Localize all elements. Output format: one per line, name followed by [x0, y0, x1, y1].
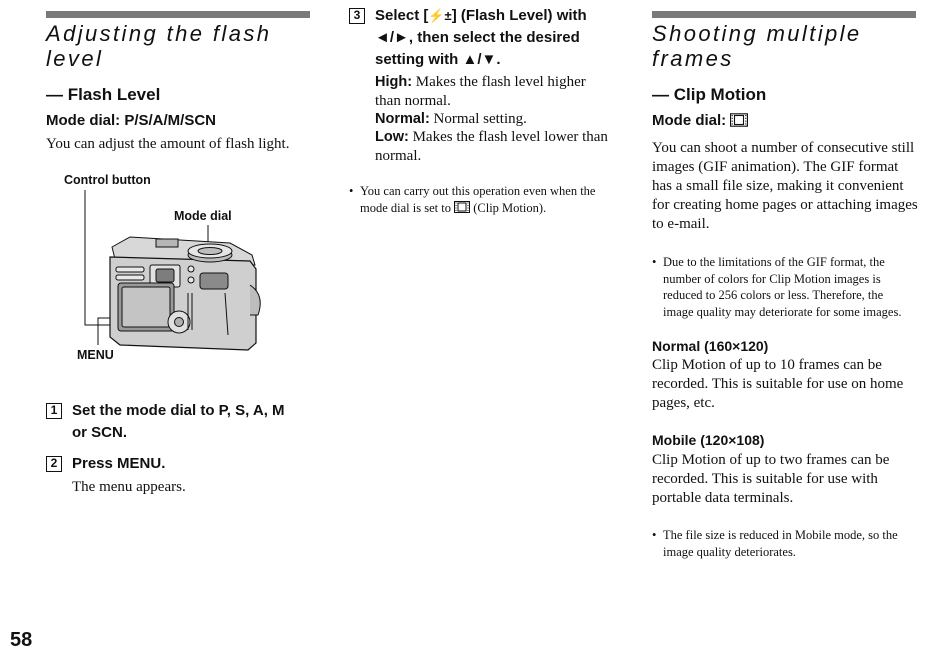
step-1-text-cont: or SCN. — [72, 424, 128, 441]
section-rule-right — [652, 11, 916, 18]
option-low-desc-cont: normal. — [375, 148, 422, 164]
note-bullet: • — [652, 528, 657, 542]
option-low-name: Low: — [375, 129, 409, 145]
mobile-heading: Mobile (120×108) — [652, 432, 765, 448]
step-2 — [46, 453, 165, 475]
note-bullet: • — [349, 184, 354, 198]
mobile-line: Clip Motion of up to two frames can be — [652, 452, 890, 468]
intro-text: You can adjust the amount of flash light. — [46, 136, 290, 152]
note-line-1: You can carry out this operation even when the — [360, 184, 596, 198]
normal-line: pages, etc. — [652, 395, 715, 411]
section-title-flash-level: Adjusting the flash level — [46, 21, 272, 71]
mobile-line: portable data terminals. — [652, 490, 794, 506]
option-high-desc-cont: than normal. — [375, 93, 451, 109]
normal-line: recorded. This is suitable for use on home — [652, 376, 904, 392]
mobile-text — [652, 451, 932, 508]
intro-line: has a small file size, making it convenient — [652, 178, 904, 194]
intro-line: for creating home pages or attaching images — [652, 197, 918, 213]
intro-line: You can shoot a number of consecutive still — [652, 140, 915, 156]
step-1-number: 1 — [46, 403, 62, 419]
normal-heading: Normal (160×120) — [652, 338, 769, 354]
step-3-line-3: setting with ▲/▼. — [375, 51, 501, 68]
section-title-multiple-frames-1: Shooting multiple — [652, 21, 862, 46]
mode-dial-heading: Mode dial: P/S/A/M/SCN — [46, 112, 217, 129]
step-2-text: Press MENU. — [72, 455, 166, 472]
note-line: Due to the limitations of the GIF format, the — [663, 255, 885, 269]
normal-line: Clip Motion of up to 10 frames can be — [652, 357, 882, 373]
note-line: The file size is reduced in Mobile mode, so the — [663, 528, 898, 542]
option-high — [375, 73, 586, 92]
label-menu: MENU — [77, 348, 114, 362]
section-subtitle: — Flash Level — [46, 85, 161, 104]
step-3 — [349, 5, 587, 27]
note-line-2b: (Clip Motion). — [473, 200, 547, 215]
note-line: reduced to 256 colors or less. Therefore, the — [663, 288, 884, 302]
mode-dial-label: Mode dial: — [652, 112, 727, 129]
step-3-text-a: Select [ — [375, 7, 429, 24]
note-line: number of colors for Clip Motion images is — [663, 271, 881, 286]
label-control-button: Control button — [64, 173, 151, 187]
note-clip-motion — [349, 183, 630, 216]
note-line: image quality deteriorates. — [663, 544, 796, 559]
section-title-multiple-frames-2: frames — [652, 46, 734, 71]
option-normal-name: Normal: — [375, 111, 430, 127]
step-3-number: 3 — [349, 8, 365, 24]
mode-dial-heading-right — [652, 112, 748, 129]
section-rule — [46, 11, 310, 18]
note-bullet: • — [652, 255, 657, 269]
step-1 — [46, 400, 285, 422]
section-subtitle-clip-motion: — Clip Motion — [652, 85, 767, 104]
option-normal-desc: Normal setting. — [433, 111, 527, 127]
mobile-line: recorded. This is suitable for use with — [652, 471, 878, 487]
step-1-text: Set the mode dial to P, S, A, M — [72, 402, 285, 419]
flash-level-icon: ⚡± — [428, 8, 452, 23]
intro-clip-motion — [652, 139, 932, 234]
option-low — [375, 128, 608, 147]
normal-text — [652, 356, 932, 413]
step-3-text-b: ] (Flash Level) with — [451, 7, 587, 24]
note-line-2a: mode dial is set to — [360, 200, 451, 215]
note-gif-limitations — [652, 254, 943, 320]
page-number: 58 — [10, 629, 33, 651]
clip-motion-icon — [454, 201, 470, 213]
note-line-2 — [360, 200, 630, 217]
camera-illustration — [60, 185, 270, 360]
intro-line: to e-mail. — [652, 216, 710, 232]
intro-line: images (GIF animation). The GIF format — [652, 159, 899, 175]
step-3-line-2: ◄/►, then select the desired — [375, 29, 580, 46]
option-high-name: High: — [375, 74, 413, 90]
step-2-number: 2 — [46, 456, 62, 472]
clip-motion-icon — [730, 113, 748, 127]
option-low-desc: Makes the flash level lower than — [412, 129, 608, 145]
note-mobile-mode — [652, 527, 943, 560]
label-mode-dial: Mode dial — [174, 209, 232, 223]
option-normal — [375, 110, 527, 129]
option-high-desc: Makes the flash level higher — [415, 74, 586, 90]
note-line: image quality may deteriorate for some images. — [663, 304, 902, 319]
step-2-detail: The menu appears. — [72, 479, 186, 495]
